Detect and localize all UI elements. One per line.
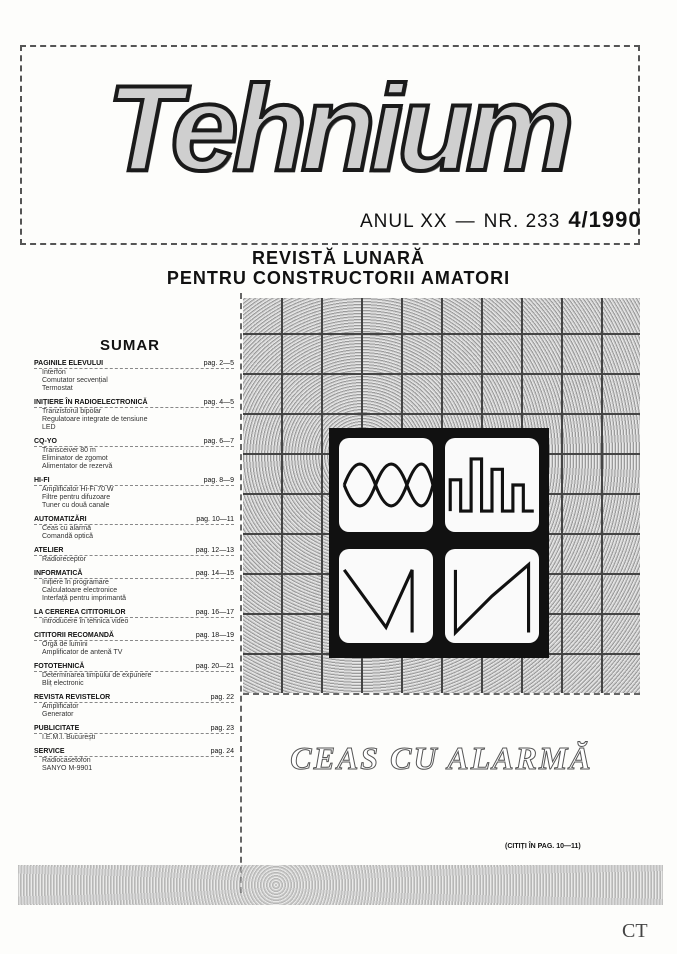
- toc-page-ref: pag. 2—5: [203, 360, 234, 367]
- toc-section-title: PAGINILE ELEVULUI: [34, 360, 104, 367]
- toc-section-header: [34, 360, 234, 369]
- toc-section: [34, 547, 234, 564]
- toc-section-header: [34, 547, 234, 556]
- toc-section-header: [34, 438, 234, 447]
- issue-year: ANUL XX: [360, 211, 448, 232]
- toc-item: Regulatoare integrate de tensiune: [42, 416, 148, 423]
- subtitle-line-2: PENTRU CONSTRUCTORII AMATORI: [166, 268, 511, 288]
- toc-section-title: PUBLICITATE: [34, 725, 80, 732]
- toc-section-title: CQ-YO: [34, 438, 57, 445]
- toc-section: [34, 632, 234, 657]
- toc-title: SUMAR: [100, 337, 160, 354]
- toc-item: Eliminator de zgomot: [42, 455, 108, 462]
- toc-page-ref: pag. 20—21: [195, 663, 234, 670]
- toc-section-title: ATELIER: [34, 547, 64, 554]
- toc-section-header: [34, 399, 234, 408]
- toc-section: [34, 694, 234, 719]
- toc-item: SANYO M-9901: [42, 765, 93, 772]
- toc-page-ref: pag. 16—17: [195, 609, 234, 616]
- toc-item: Tranzistorul bipolar: [42, 408, 102, 415]
- toc-item: LED: [42, 424, 56, 431]
- toc-section: [34, 399, 234, 432]
- toc-page-ref: pag. 18—19: [195, 632, 234, 639]
- table-of-contents: [20, 293, 242, 893]
- toc-item: I.E.M.I. București: [42, 734, 96, 741]
- masthead-logo: Tehnium: [106, 60, 569, 196]
- toc-section: [34, 748, 234, 773]
- toc-item: Amplificator Hi-Fi 70 W: [42, 486, 114, 493]
- toc-page-ref: pag. 14—15: [195, 570, 234, 577]
- waveform-screen-3: [339, 549, 433, 643]
- oscilloscope-panel: [329, 428, 549, 658]
- waveform-screen-4: [445, 549, 539, 643]
- toc-section-header: [34, 725, 234, 734]
- issue-date: 4/1990: [568, 207, 642, 232]
- toc-section: [34, 663, 234, 688]
- toc-section-title: HI-FI: [34, 477, 50, 484]
- toc-section-title: AUTOMATIZĂRI: [34, 516, 87, 523]
- toc-section-title: CITITORII RECOMANDĂ: [34, 632, 114, 639]
- toc-item: Comandă optică: [42, 533, 93, 540]
- bottom-noise-strip: [18, 865, 663, 905]
- toc-item: Tuner cu două canale: [42, 502, 110, 509]
- toc-item: Generator: [42, 711, 74, 718]
- toc-page-ref: pag. 8—9: [203, 477, 234, 484]
- toc-item: Orgă de lumini: [42, 641, 88, 648]
- handwritten-signature: CT: [622, 920, 648, 942]
- toc-item: Radioreceptor: [42, 556, 86, 563]
- toc-section-header: [34, 694, 234, 703]
- toc-page-ref: pag. 10—11: [196, 516, 234, 523]
- toc-section-header: [34, 748, 234, 757]
- toc-section-title: INFORMATICĂ: [34, 570, 83, 577]
- issue-separator: —: [455, 211, 476, 232]
- toc-section-header: [34, 516, 234, 525]
- toc-section: [34, 360, 234, 393]
- toc-item: Ceas cu alarmă: [42, 525, 92, 532]
- issue-line: [360, 207, 642, 233]
- toc-item: Introducere în tehnica video: [42, 618, 129, 625]
- cover-caption: CEAS CU ALARMĂ: [290, 740, 593, 776]
- toc-section-header: [34, 663, 234, 672]
- cover-image: [243, 298, 640, 693]
- toc-item: Determinarea timpului de expunere: [42, 672, 152, 679]
- toc-list: [20, 360, 240, 773]
- toc-section-title: LA CEREREA CITITORILOR: [34, 609, 126, 616]
- toc-section: [34, 570, 234, 603]
- toc-page-ref: pag. 6—7: [203, 438, 234, 445]
- toc-item: Radiocasetofon: [42, 757, 91, 764]
- toc-section-title: SERVICE: [34, 748, 65, 755]
- toc-section-title: INIȚIERE ÎN RADIOELECTRONICĂ: [34, 399, 148, 406]
- toc-page-ref: pag. 23: [210, 725, 234, 732]
- toc-section: [34, 438, 234, 471]
- toc-section: [34, 609, 234, 626]
- toc-item: Comutator secvențial: [42, 377, 108, 384]
- toc-page-ref: pag. 4—5: [203, 399, 234, 406]
- toc-section-header: [34, 477, 234, 486]
- toc-item: Termostat: [42, 385, 73, 392]
- issue-number: NR. 233: [483, 211, 561, 232]
- toc-section: [34, 725, 234, 742]
- toc-page-ref: pag. 12—13: [195, 547, 234, 554]
- toc-item: Amplificator: [42, 703, 79, 710]
- cover-page-reference: (CITIȚI ÎN PAG. 10—11): [505, 843, 581, 850]
- toc-page-ref: pag. 24: [210, 748, 234, 755]
- toc-item: Calculatoare electronice: [42, 587, 118, 594]
- toc-item: Amplificator de antenă TV: [42, 649, 123, 656]
- toc-page-ref: pag. 22: [210, 694, 234, 701]
- waveform-screen-1: [339, 438, 433, 532]
- toc-item: Inițiere în programare: [42, 579, 109, 586]
- toc-section-header: [34, 570, 234, 579]
- toc-item: Alimentator de rezervă: [42, 463, 113, 470]
- toc-item: Interfon: [42, 369, 66, 376]
- toc-section-title: FOTOTEHNICĂ: [34, 663, 85, 670]
- toc-section: [34, 516, 234, 541]
- toc-item: Transceiver 80 m: [42, 447, 96, 454]
- waveform-screen-2: [445, 438, 539, 532]
- subtitle-line-1: REVISTĂ LUNARĂ: [251, 248, 425, 268]
- toc-section-header: [34, 632, 234, 641]
- toc-section: [34, 477, 234, 510]
- toc-section-header: [34, 609, 234, 618]
- toc-item: Interfață pentru imprimantă: [42, 595, 127, 602]
- toc-item: Bliț electronic: [42, 680, 84, 687]
- toc-section-title: REVISTA REVISTELOR: [34, 694, 111, 701]
- toc-item: Filtre pentru difuzoare: [42, 494, 111, 501]
